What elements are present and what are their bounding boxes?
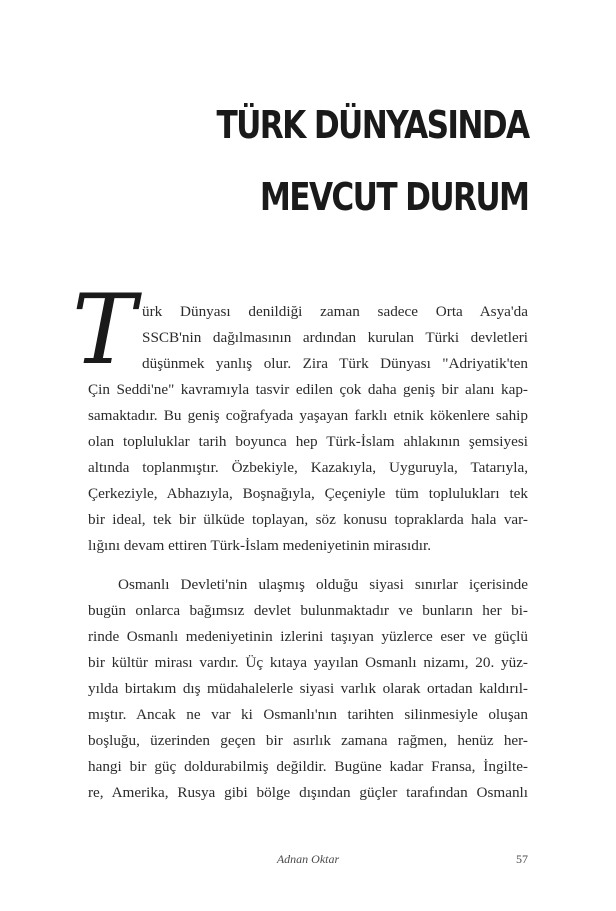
body-line: hangi bir güç doldurabilmiş değildir. Bugüne kadar Fransa, İngilte- xyxy=(88,758,528,775)
page-number: 57 xyxy=(516,852,528,866)
body-line: rinde Osmanlı medeniyetinin izlerini taşıyan yüzlerce eser ve güçlü xyxy=(88,628,528,645)
body-line: altında toplanmıştır. Özbekiyle, Kazakıyla, Uyguruyla, Tatarıyla, xyxy=(88,459,528,476)
body-line: Çin Seddi'ne" kavramıyla tasvir edilen çok daha geniş bir alanı kap- xyxy=(88,381,528,398)
body-line: bir kültür mirası vardır. Üç kıtaya yayılan Osmanlı nizamı, 20. yüz- xyxy=(88,654,528,671)
body-line: samaktadır. Bu geniş coğrafyada yaşayan farklı etnik kökenlere sahip xyxy=(88,407,528,424)
body-line: Osmanlı Devleti'nin ulaşmış olduğu siyasi sınırlar içerisinde xyxy=(118,576,528,593)
body-line: düşünmek yanlış olur. Zira Türk Dünyası "Adriyatik'ten xyxy=(142,355,528,372)
body-line: SSCB'nin dağılmasının ardından kurulan Türki devletleri xyxy=(142,329,528,346)
body-line: bir ideal, tek bir ülküde toplayan, söz konusu topraklarda hala var- xyxy=(88,511,528,528)
body-line: boşluğu, üzerinden geçen bir asırlık zamana rağmen, henüz her- xyxy=(88,732,528,749)
body-line: olan topluluklar tarih boyunca hep Türk-İslam ahlakının şemsiyesi xyxy=(88,433,528,450)
body-line: ürk Dünyası denildiği zaman sadece Orta Asya'da xyxy=(142,303,528,320)
body-line: re, Amerika, Rusya gibi bölge dışından güçler tarafından Osmanlı xyxy=(88,784,528,801)
body-line: yılda birtakım dış müdahalelerle siyasi varlık olarak ortadan kaldırıl- xyxy=(88,680,528,697)
body-line: Çerkeziyle, Abhazıyla, Boşnağıyla, Çeçeniyle tüm toplulukları tek xyxy=(88,485,528,502)
title-line-2: MEVCUT DURUM xyxy=(259,175,528,219)
body-line: mıştır. Ancak ne var ki Osmanlı'nın tarihten silinmesiyle oluşan xyxy=(88,706,528,723)
body-line: bugün onlarca bağımsız devlet bulunmaktadır ve bunların her bi- xyxy=(88,602,528,619)
body-line: lığını devam ettiren Türk-İslam medeniyetinin mirasıdır. xyxy=(88,537,432,554)
title-line-1: TÜRK DÜNYASINDA xyxy=(216,103,528,147)
footer-author: Adnan Oktar xyxy=(276,852,340,866)
drop-cap: T xyxy=(72,274,137,386)
